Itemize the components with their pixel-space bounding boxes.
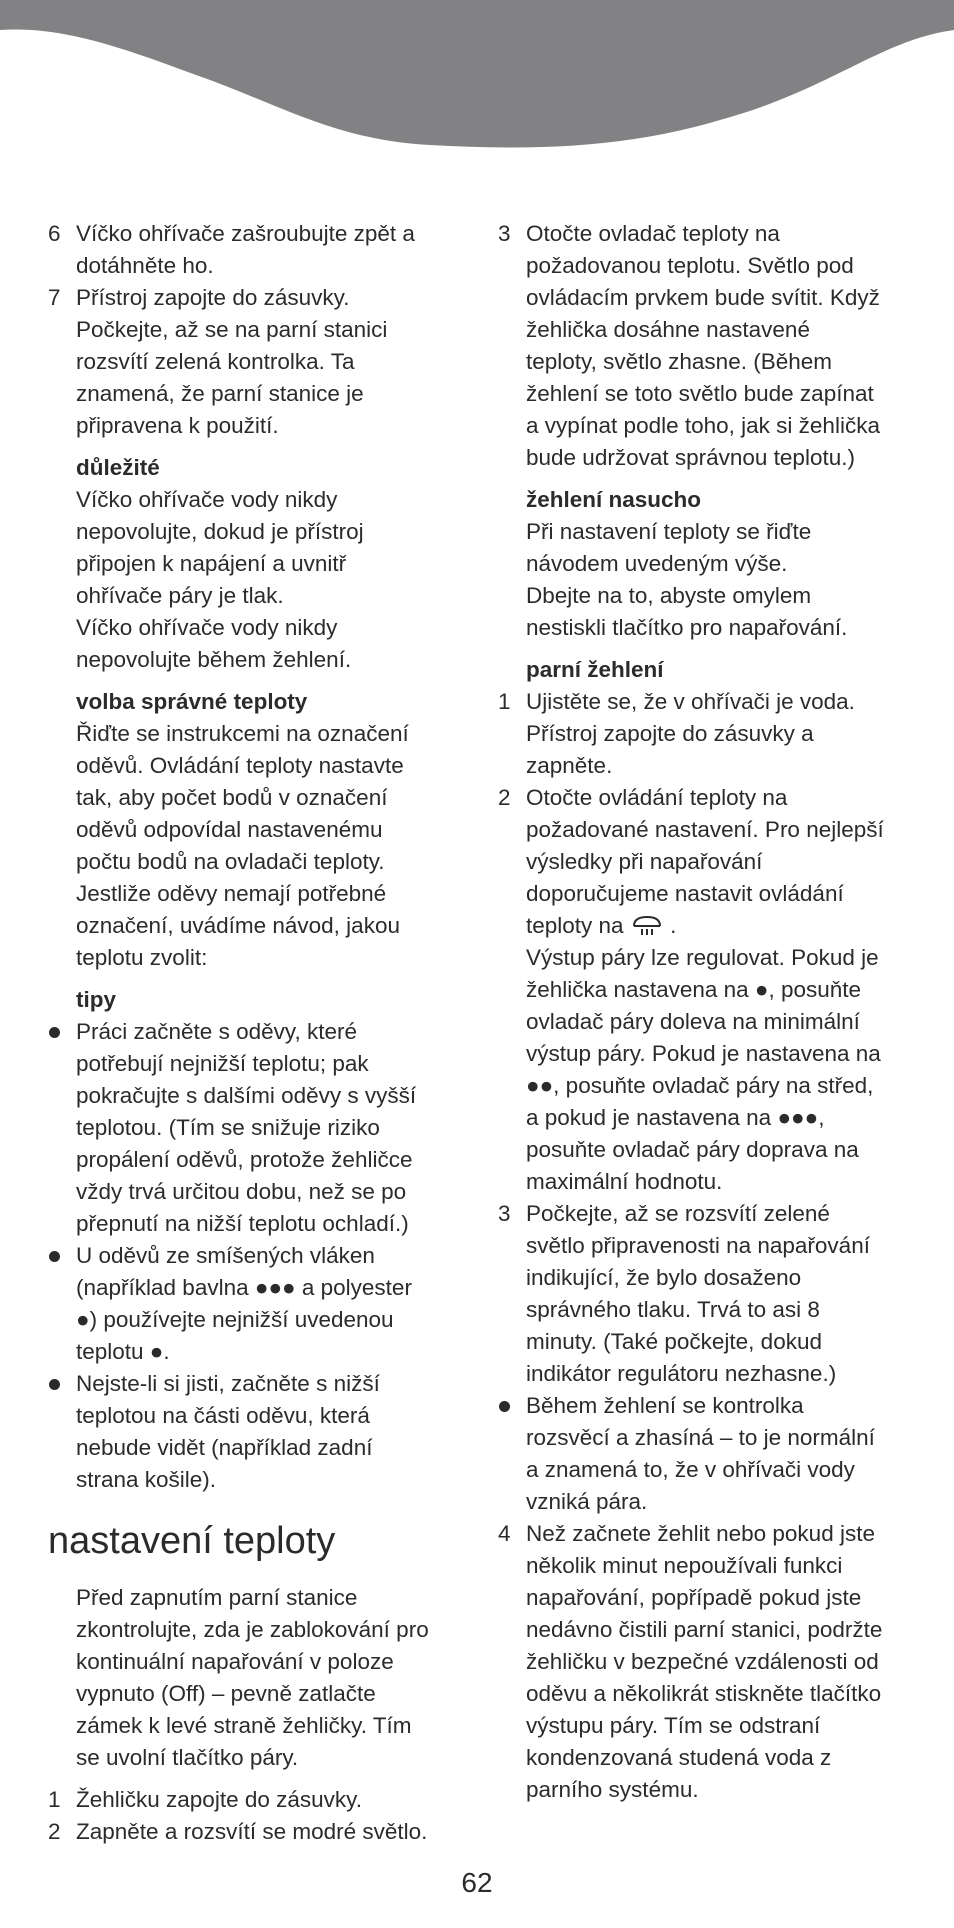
tip-item [48,1016,458,1240]
step-text: Žehličku zapojte do zásuvky. [76,1787,362,1812]
bullet-dot-icon [48,1368,76,1496]
tip-item [48,1368,458,1496]
tip-text: Práci začněte s oděvy, které potřebují nejnižší teplotu; pak pokračujte s dalšími oděvy s vyšší teplotou. (Tím se snižuje riziko propálení oděvů, protože žehličce vždy trvá určitou dobu, než se po přepnutí na nižší teplotu ochladí.) [76,1019,417,1236]
step-6 [48,218,458,282]
temperature-choice [48,686,458,974]
temperature-heading: volba správné teploty [76,689,308,714]
bullet-dot-icon [498,1390,526,1518]
steam-step-4 [498,1518,918,1806]
right-column [498,218,918,1806]
step-2 [48,1816,458,1848]
step-number: 4 [498,1521,511,1546]
bullet-dot-icon [48,1016,76,1240]
step-text-before: Otočte ovládání teploty na požadované nastavení. Pro nejlepší výsledky při napařování doporučujeme nastavit ovládání teploty na [526,785,884,938]
left-column [48,218,458,1848]
important-note [48,452,458,676]
step-number: 3 [498,1201,511,1226]
step-text: Než začnete žehlit nebo pokud jste několik minut nepoužívali funkci napařování, popřípadě pokud jste nedávno čistili parní stanici, podržte žehličku v bezpečné vzdálenosti od oděvu a několikrát stiskněte tlačítko výstupu páry. Tím se odstraní kondenzovaná studená voda z parního systému. [526,1521,883,1802]
step-text-after: . Výstup páry lze regulovat. Pokud je žehlička nastavena na ●, posuňte ovladač páry doleva na minimální výstup páry. Pokud je nastavena na ●●, posuňte ovladač páry na střed, a pokud je nastavena na ●●●, posuňte ovladač páry doprava na maximální hodnotu. [526,913,881,1194]
page-number: 62 [461,1867,493,1898]
tip-text: U oděvů ze smíšených vláken (například bavlna ●●● a polyester ●) používejte nejnižší uvedenou teplotu ●. [76,1243,412,1364]
bullet-text: Během žehlení se kontrolka rozsvěcí a zhasíná – to je normální a znamená to, že v ohřívači vody vzniká pára. [526,1393,875,1514]
step-text: Zapněte a rozsvítí se modré světlo. [76,1819,428,1844]
steam-ironing-heading: parní žehlení [526,657,664,682]
tips-heading: tipy [76,987,117,1012]
step-number: 2 [48,1819,61,1844]
temperature-text: Řiďte se instrukcemi na označení oděvů. Ovládání teploty nastavte tak, aby počet bodů v označení oděvů odpovídal nastavenému počtu bodů na ovladači teploty. Jestliže oděvy nemají potřebné označení, uvádíme návod, jakou teplotu zvolit: [76,721,409,970]
section-intro [48,1582,458,1774]
step-text: Počkejte, až se rozsvítí zelené světlo připravenosti na napařování indikující, že bylo dosaženo správného tlaku. Trvá to asi 8 minuty. (Také počkejte, dokud indikátor regulátoru nezhasne.) [526,1201,870,1386]
step-text [526,782,918,1198]
step-number: 6 [48,221,61,246]
step-text: Ujistěte se, že v ohřívači je voda. Přístroj zapojte do zásuvky a zapněte. [526,689,855,778]
step-text: Víčko ohřívače zašroubujte zpět a dotáhněte ho. [76,221,415,278]
tip-item [48,1240,458,1368]
tips-heading-wrap [48,984,458,1016]
steam-ironing-heading-wrap [498,654,918,686]
section-intro-text: Před zapnutím parní stanice zkontrolujte, zda je zablokování pro kontinuální napařování v poloze vypnuto (Off) – pevně zatlačte zámek k levé straně žehličky. Tím se uvolní tlačítko páry. [76,1585,429,1770]
step-number: 2 [498,785,511,810]
dry-ironing-text: Při nastavení teploty se řiďte návodem uvedeným výše. Dbejte na to, abyste omylem nestiskli tlačítko pro napařování. [526,519,848,640]
important-text: Víčko ohřívače vody nikdy nepovolujte, dokud je přístroj připojen k napájení a uvnitř ohřívače páry je tlak. Víčko ohřívače vody nikdy nepovolujte během žehlení. [76,487,364,672]
steam-step-2 [498,782,918,1198]
header-wave [0,0,954,160]
step-3 [498,218,918,474]
step-number: 3 [498,221,511,246]
steam-step-1 [498,686,918,782]
step-number: 1 [48,1787,61,1812]
step-number: 7 [48,285,61,310]
step-number: 1 [498,689,511,714]
bullet-dot-icon [48,1240,76,1368]
step-text: Přístroj zapojte do zásuvky. Počkejte, až se na parní stanici rozsvítí zelená kontrolka. Ta znamená, že parní stanice je připravena k použití. [76,285,388,438]
dry-ironing [498,484,918,644]
steam-bullet [498,1390,918,1518]
tip-text: Nejste-li si jisti, začněte s nižší teplotou na části oděvu, která nebude vidět (například zadní strana košile). [76,1371,380,1492]
step-1 [48,1784,458,1816]
section-title: nastavení teploty [48,1520,336,1562]
step-text: Otočte ovladač teploty na požadovanou teplotu. Světlo pod ovládacím prvkem bude svítit. Když žehlička dosáhne nastavené teploty, světlo zhasne. (Během žehlení se toto světlo bude zapínat a vypínat podle toho, jak si žehlička bude udržovat správnou teplotu.) [526,221,880,470]
steam-step-3 [498,1198,918,1390]
steam-symbol-icon [630,913,664,937]
step-7 [48,282,458,442]
dry-ironing-heading: žehlení nasucho [526,487,702,512]
important-heading: důležité [76,455,160,480]
